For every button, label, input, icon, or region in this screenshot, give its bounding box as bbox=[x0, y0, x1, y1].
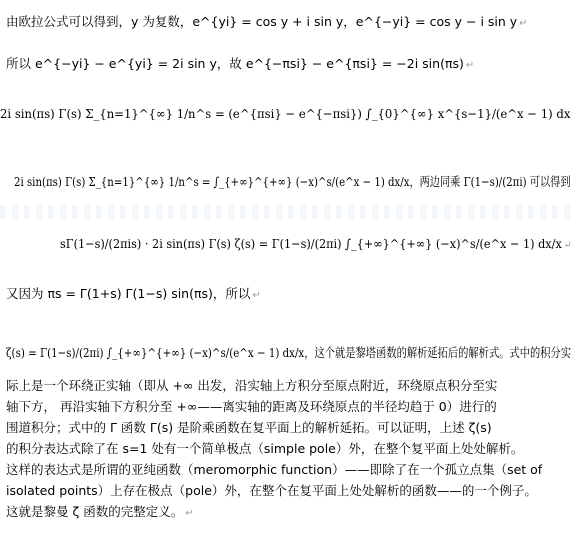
equation-text: 2i sin(πs) Γ(s) Σ_{n=1}^{∞} 1/n^s = ∫_{+∞}^{+∞} (−x)^s/(e^x − 1) dx/x，两边同乘 Γ(1−s)/(2πi) 可以得到 bbox=[14, 174, 571, 189]
line-text: 的积分表达式除了在 s=1 处有一个简单极点（simple pole）外，在整个复平面上处处解析。 bbox=[6, 441, 524, 456]
paragraph-line-4 bbox=[6, 441, 523, 457]
line-text: ζ(s) = Γ(1−s)/(2πi) ∫_{+∞}^{+∞} (−x)^s/(e^x − 1) dx/x，这个就是黎塔函数的解析延拓后的解析式。式中的积分实 bbox=[6, 345, 572, 360]
euler-formula-line bbox=[6, 14, 528, 32]
equation-3 bbox=[60, 236, 571, 254]
equation-2 bbox=[14, 174, 571, 190]
line-text: 围道积分；式中的 Γ 函数 Γ(s) 是阶乘函数在复平面上的解析延拓。可以证明，上述 ζ(s) bbox=[6, 420, 492, 435]
paragraph-line-6 bbox=[6, 483, 537, 499]
line-text: 际上是一个环绕正实轴（即从 +∞ 出发，沿实轴上方积分至原点附近，环绕原点积分至实 bbox=[6, 378, 498, 393]
paragraph-line-2 bbox=[6, 399, 497, 415]
line-text: 由欧拉公式可以得到，y 为复数，e^{yi} = cos y + i sin y，e^{−yi} = cos y − i sin y bbox=[6, 14, 518, 29]
line-text: 所以 e^{−yi} − e^{yi} = 2i sin y，故 e^{−πsi} − e^{πsi} = −2i sin(πs) bbox=[6, 56, 464, 71]
paragraph-mark: ↵ bbox=[465, 60, 475, 71]
reflection-line bbox=[6, 286, 261, 304]
paragraph-line-1 bbox=[6, 378, 497, 394]
paragraph-mark: ↵ bbox=[519, 18, 528, 29]
line-text: 轴下方， 再沿实轴下方积分至 +∞——离实轴的距离及环绕原点的半径均趋于 0）进行的 bbox=[6, 399, 497, 414]
paragraph-mark: ↵ bbox=[252, 290, 261, 301]
paragraph-mark: ↵ bbox=[563, 240, 572, 251]
paragraph-mark: ↵ bbox=[185, 508, 194, 519]
zeta-definition-line bbox=[6, 345, 571, 361]
line-text: 这样的表达式是所谓的亚纯函数（meromorphic function）——即除了在一个孤立点集（set of bbox=[6, 462, 543, 477]
line-text: 这就是黎曼 ζ 函数的完整定义。 bbox=[6, 504, 184, 519]
highlight-band bbox=[0, 205, 573, 219]
difference-line bbox=[6, 56, 474, 74]
equation-1 bbox=[0, 106, 571, 122]
line-text: isolated points）上存在极点（pole）外，在整个在复平面上处处解析的函数——的一个例子。 bbox=[6, 483, 537, 498]
paragraph-line-5 bbox=[6, 462, 542, 478]
line-text: 又因为 πs = Γ(1+s) Γ(1−s) sin(πs)，所以 bbox=[6, 286, 251, 301]
equation-text: 2i sin(πs) Γ(s) Σ_{n=1}^{∞} 1/n^s = (e^{πsi} − e^{−πsi}) ∫_{0}^{∞} x^{s−1}/(e^x − 1) dx bbox=[0, 106, 571, 121]
equation-text: sΓ(1−s)/(2πis) · 2i sin(πs) Γ(s) ζ(s) = Γ(1−s)/(2πi) ∫_{+∞}^{+∞} (−x)^s/(e^x − 1) dx/x bbox=[60, 236, 562, 251]
paragraph-line-7 bbox=[6, 504, 194, 522]
paragraph-line-3 bbox=[6, 420, 492, 436]
